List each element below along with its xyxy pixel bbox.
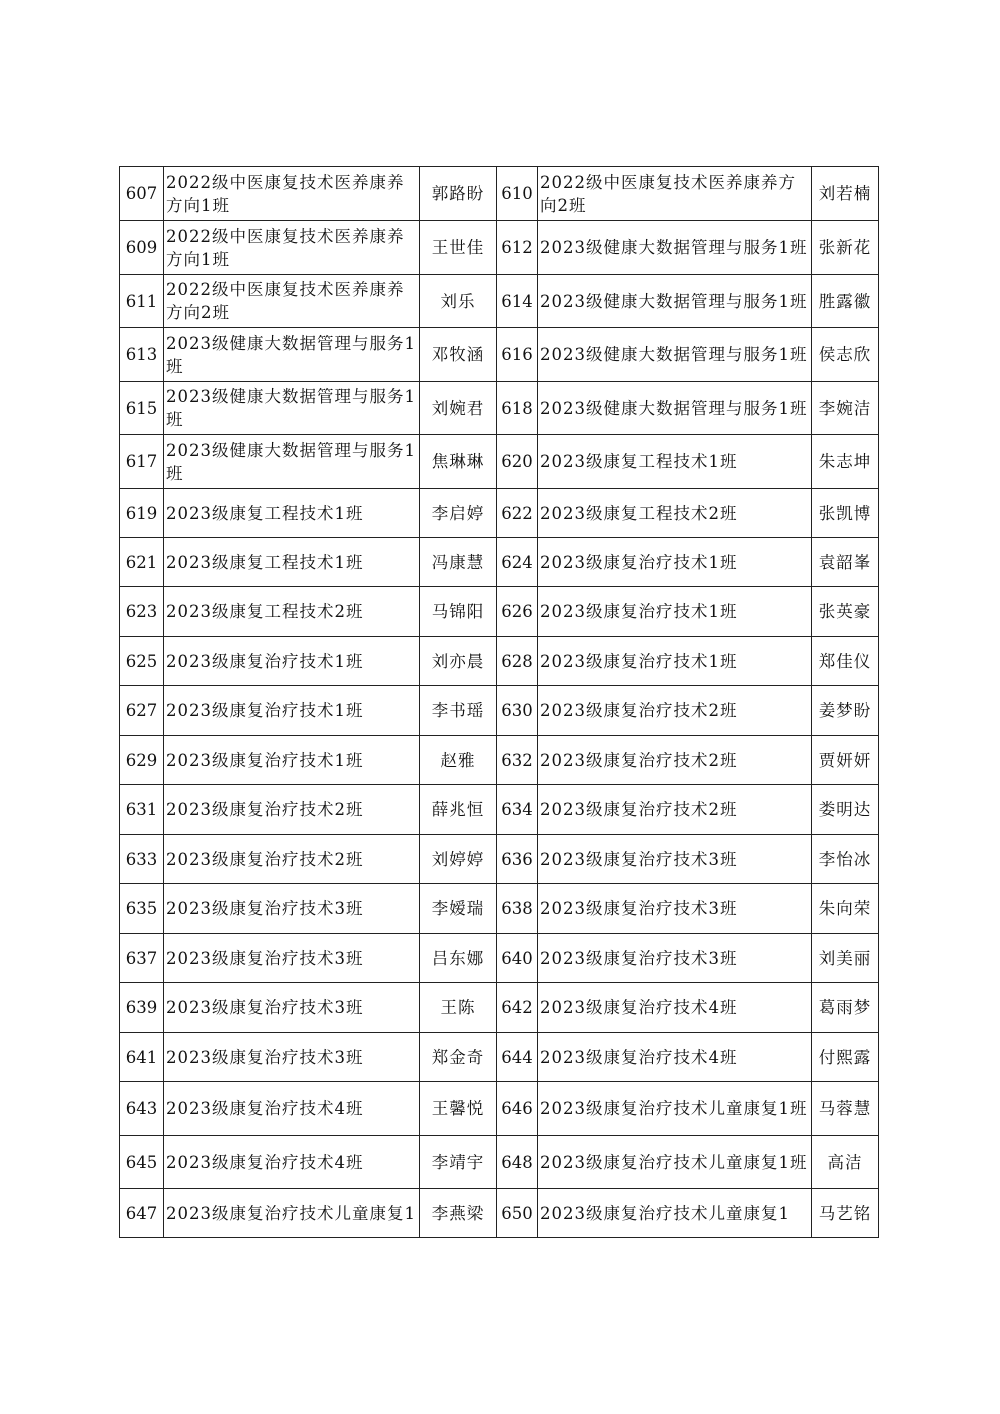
student-name-left: 刘婉君 [420, 382, 497, 435]
table-row [120, 1189, 879, 1238]
class-name-left: 2023级康复治疗技术3班 [164, 884, 420, 934]
row-number-left: 629 [120, 736, 164, 785]
row-number-left: 615 [120, 382, 164, 435]
class-name-right: 2023级康复治疗技术1班 [538, 587, 812, 637]
row-number-right: 644 [497, 1033, 538, 1082]
row-number-right: 612 [497, 221, 538, 275]
class-name-right: 2023级康复工程技术2班 [538, 489, 812, 538]
row-number-right: 640 [497, 934, 538, 983]
table-row [120, 637, 879, 686]
student-name-right: 葛雨梦 [812, 983, 879, 1033]
row-number-right: 632 [497, 736, 538, 785]
row-number-right: 614 [497, 275, 538, 328]
class-name-right: 2023级康复治疗技术1班 [538, 637, 812, 686]
student-name-right: 张新花 [812, 221, 879, 275]
row-number-left: 609 [120, 221, 164, 275]
student-name-left: 李书瑶 [420, 686, 497, 736]
student-name-right: 郑佳仪 [812, 637, 879, 686]
student-name-left: 刘亦晨 [420, 637, 497, 686]
row-number-left: 641 [120, 1033, 164, 1082]
student-name-left: 刘婷婷 [420, 835, 497, 884]
table-row [120, 587, 879, 637]
class-name-right: 2023级康复治疗技术儿童康复1班 [538, 1136, 812, 1189]
row-number-right: 630 [497, 686, 538, 736]
row-number-left: 619 [120, 489, 164, 538]
table-row [120, 221, 879, 275]
student-name-left: 王世佳 [420, 221, 497, 275]
table-row [120, 983, 879, 1033]
class-name-left: 2023级康复治疗技术2班 [164, 785, 420, 835]
student-name-left: 李嫒瑞 [420, 884, 497, 934]
class-name-left: 2022级中医康复技术医养康养方向1班 [164, 167, 420, 221]
class-name-right: 2023级康复治疗技术1班 [538, 538, 812, 587]
student-name-right: 李婉洁 [812, 382, 879, 435]
student-name-right: 姜梦盼 [812, 686, 879, 736]
row-number-left: 621 [120, 538, 164, 587]
class-name-left: 2023级康复治疗技术2班 [164, 835, 420, 884]
class-name-left: 2023级康复治疗技术3班 [164, 934, 420, 983]
row-number-left: 647 [120, 1189, 164, 1238]
row-number-left: 607 [120, 167, 164, 221]
roster-body [120, 167, 879, 1238]
student-name-right: 马蓉慧 [812, 1082, 879, 1136]
student-name-left: 李靖宇 [420, 1136, 497, 1189]
class-name-left: 2023级健康大数据管理与服务1班 [164, 382, 420, 435]
row-number-right: 610 [497, 167, 538, 221]
class-name-right: 2023级康复治疗技术4班 [538, 1033, 812, 1082]
table-row [120, 686, 879, 736]
class-name-right: 2023级康复治疗技术儿童康复1 [538, 1189, 812, 1238]
table-row [120, 934, 879, 983]
row-number-left: 625 [120, 637, 164, 686]
row-number-left: 635 [120, 884, 164, 934]
student-name-left: 马锦阳 [420, 587, 497, 637]
student-name-left: 邓牧涵 [420, 328, 497, 382]
student-name-right: 刘美丽 [812, 934, 879, 983]
table-row [120, 328, 879, 382]
class-name-right: 2023级康复治疗技术儿童康复1班 [538, 1082, 812, 1136]
table-row [120, 538, 879, 587]
row-number-right: 616 [497, 328, 538, 382]
student-name-right: 侯志欣 [812, 328, 879, 382]
class-name-left: 2023级康复工程技术2班 [164, 587, 420, 637]
class-name-right: 2023级康复治疗技术3班 [538, 884, 812, 934]
student-name-right: 高洁 [812, 1136, 879, 1189]
table-row [120, 884, 879, 934]
class-name-right: 2023级康复治疗技术3班 [538, 934, 812, 983]
table-row [120, 785, 879, 835]
class-name-left: 2023级康复治疗技术儿童康复1 [164, 1189, 420, 1238]
student-name-left: 焦琳琳 [420, 435, 497, 489]
student-name-left: 冯康慧 [420, 538, 497, 587]
row-number-left: 611 [120, 275, 164, 328]
student-name-left: 郭路盼 [420, 167, 497, 221]
row-number-right: 636 [497, 835, 538, 884]
row-number-right: 634 [497, 785, 538, 835]
table-row [120, 1082, 879, 1136]
table-row [120, 382, 879, 435]
roster-table [119, 166, 879, 1238]
table-row [120, 275, 879, 328]
row-number-right: 628 [497, 637, 538, 686]
row-number-left: 643 [120, 1082, 164, 1136]
row-number-right: 642 [497, 983, 538, 1033]
row-number-right: 638 [497, 884, 538, 934]
table-row [120, 435, 879, 489]
row-number-left: 645 [120, 1136, 164, 1189]
row-number-left: 637 [120, 934, 164, 983]
student-name-right: 朱向荣 [812, 884, 879, 934]
row-number-right: 622 [497, 489, 538, 538]
row-number-left: 613 [120, 328, 164, 382]
row-number-left: 617 [120, 435, 164, 489]
student-name-right: 付熙露 [812, 1033, 879, 1082]
student-name-right: 张凯博 [812, 489, 879, 538]
class-name-left: 2023级康复工程技术1班 [164, 489, 420, 538]
class-name-right: 2023级健康大数据管理与服务1班 [538, 328, 812, 382]
table-row [120, 489, 879, 538]
row-number-left: 639 [120, 983, 164, 1033]
row-number-left: 623 [120, 587, 164, 637]
student-name-right: 袁韶峯 [812, 538, 879, 587]
row-number-right: 626 [497, 587, 538, 637]
row-number-right: 650 [497, 1189, 538, 1238]
class-name-left: 2023级健康大数据管理与服务1班 [164, 328, 420, 382]
class-name-left: 2023级康复治疗技术3班 [164, 1033, 420, 1082]
student-name-right: 马艺铭 [812, 1189, 879, 1238]
row-number-right: 646 [497, 1082, 538, 1136]
student-name-right: 刘若楠 [812, 167, 879, 221]
student-name-right: 娄明达 [812, 785, 879, 835]
student-name-left: 王馨悦 [420, 1082, 497, 1136]
row-number-left: 633 [120, 835, 164, 884]
student-name-left: 刘乐 [420, 275, 497, 328]
class-name-right: 2023级健康大数据管理与服务1班 [538, 275, 812, 328]
class-name-right: 2023级康复治疗技术2班 [538, 785, 812, 835]
student-name-left: 王陈 [420, 983, 497, 1033]
student-name-left: 李燕梁 [420, 1189, 497, 1238]
table-row [120, 1136, 879, 1189]
class-name-left: 2023级康复治疗技术4班 [164, 1136, 420, 1189]
class-name-left: 2022级中医康复技术医养康养方向1班 [164, 221, 420, 275]
student-name-right: 张英豪 [812, 587, 879, 637]
student-name-right: 朱志坤 [812, 435, 879, 489]
class-name-right: 2023级健康大数据管理与服务1班 [538, 382, 812, 435]
class-name-left: 2023级康复治疗技术1班 [164, 686, 420, 736]
table-row [120, 1033, 879, 1082]
student-name-right: 李怡冰 [812, 835, 879, 884]
class-name-left: 2023级康复治疗技术1班 [164, 736, 420, 785]
class-name-right: 2022级中医康复技术医养康养方向2班 [538, 167, 812, 221]
class-name-right: 2023级康复工程技术1班 [538, 435, 812, 489]
class-name-left: 2023级康复治疗技术1班 [164, 637, 420, 686]
student-name-right: 胜露徽 [812, 275, 879, 328]
student-name-left: 李启婷 [420, 489, 497, 538]
class-name-left: 2022级中医康复技术医养康养方向2班 [164, 275, 420, 328]
row-number-right: 648 [497, 1136, 538, 1189]
class-name-left: 2023级康复治疗技术4班 [164, 1082, 420, 1136]
student-name-left: 薛兆恒 [420, 785, 497, 835]
class-name-left: 2023级康复工程技术1班 [164, 538, 420, 587]
class-name-right: 2023级康复治疗技术3班 [538, 835, 812, 884]
class-name-left: 2023级健康大数据管理与服务1班 [164, 435, 420, 489]
class-name-left: 2023级康复治疗技术3班 [164, 983, 420, 1033]
table-row [120, 736, 879, 785]
row-number-right: 624 [497, 538, 538, 587]
table-row [120, 167, 879, 221]
student-name-left: 赵雅 [420, 736, 497, 785]
class-name-right: 2023级康复治疗技术2班 [538, 736, 812, 785]
row-number-left: 631 [120, 785, 164, 835]
row-number-left: 627 [120, 686, 164, 736]
student-name-left: 吕东娜 [420, 934, 497, 983]
student-name-left: 郑金奇 [420, 1033, 497, 1082]
row-number-right: 620 [497, 435, 538, 489]
class-name-right: 2023级康复治疗技术4班 [538, 983, 812, 1033]
class-name-right: 2023级健康大数据管理与服务1班 [538, 221, 812, 275]
student-name-right: 贾妍妍 [812, 736, 879, 785]
table-row [120, 835, 879, 884]
class-name-right: 2023级康复治疗技术2班 [538, 686, 812, 736]
row-number-right: 618 [497, 382, 538, 435]
